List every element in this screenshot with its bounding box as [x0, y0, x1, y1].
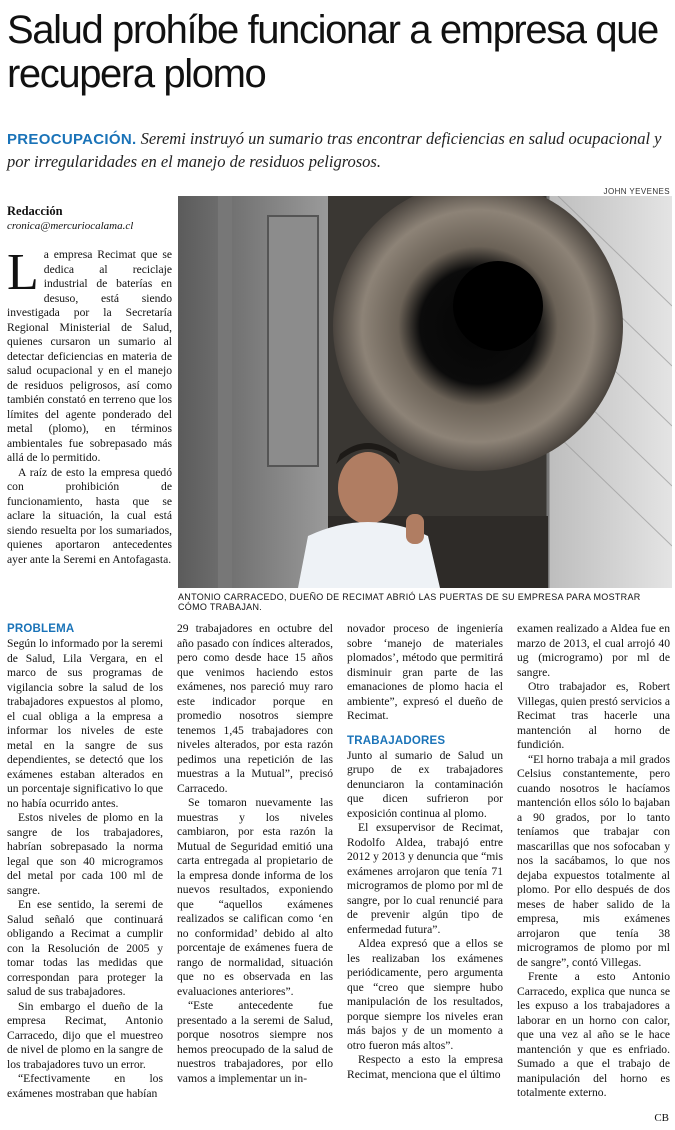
column-4 [517, 622, 670, 1101]
intro-column [7, 244, 172, 567]
paragraph: “Este antecedente fue presentado a la seremi de Salud, porque nosotros siempre nos hemos preocupado de la salud de nuestros trabajadores, por ello vamos a implementar un in- [177, 999, 333, 1085]
article-photo [178, 196, 672, 588]
subhead-trabajadores: TRABAJADORES [347, 734, 446, 747]
byline-name: Redacción [7, 204, 63, 218]
paragraph: examen realizado a Aldea fue en marzo de 2013, el cual arrojó 40 ug (microgramo) por ml de sangre. [517, 622, 670, 679]
paragraph: 29 trabajadores en octubre del año pasado con índices alterados, pero como desde hace 15 años que venimos haciendo estos exámenes, nos pareció muy raro este indicador porque en promedio nosotros siempre tenemos 1,45 trabajadores con niveles alterados, por esta razón pedimos una repetición de las muestras a la Mutual”, precisó Carracedo. [177, 622, 333, 795]
paragraph: Aldea expresó que a ellos se les realizaban los exámenes periódicamente, pero argumenta que “creo que siempre hubo manipulación de los resultados, porque siempre los niveles eran más bajos y de un momento a otro fueron más altos”. [347, 937, 503, 1052]
photo-credit: JOHN YEVENES [603, 187, 670, 196]
paragraph: Sin embargo el dueño de la empresa Recimat, Antonio Carracedo, dijo que el muestreo de nivel de plomo en la sangre de los trabajadores tuvo un error. [7, 999, 163, 1071]
lead-paragraph [7, 128, 669, 173]
paragraph: Junto al sumario de Salud un grupo de ex trabajadores denunciaron la contaminación que dicen sufrieron por exposición continua al plomo. [347, 748, 503, 820]
paragraph: Frente a esto Antonio Carracedo, explica que nunca se les expuso a los trabajadores a laborar en un horno con calor, que una vez al año se le hace mantención y que es enfriado. Sumado a que el trabajo de manipulación del horno es totalmente externo. [517, 970, 670, 1099]
paragraph: Respecto a esto la empresa Recimat, menciona que el último [347, 1053, 503, 1081]
photo-caption: ANTONIO CARRACEDO, DUEÑO DE RECIMAT ABRIÓ LAS PUERTAS DE SU EMPRESA PARA MOSTRAR CÓMO TRABAJAN. [178, 592, 641, 612]
factory-photo-illustration [178, 196, 672, 588]
headline: Salud prohíbe funcionar a empresa que recupera plomo [7, 8, 658, 96]
drop-cap: L [7, 244, 39, 301]
column-3 [347, 622, 503, 1082]
byline [7, 203, 172, 234]
paragraph: Se tomaron nuevamente las muestras y los niveles cambiaron, por esta razón la Mutual de Seguridad emitió una carta entregada al propietario de la empresa donde informa de los nuevos resultados, exponiendo que “aquellos exámenes realizados se califican como ‘en no conformidad’ debido al alto porcentaje de exámenes fuera de rango de normalidad, situación que no es observada en las evaluaciones anteriores”. [177, 796, 333, 998]
paragraph: a empresa Recimat que se dedica al reciclaje industrial de baterías en desuso, está siendo investigada por la Secretaría Regional Ministerial de Salud, quienes cursaron un sumario al detectar deficiencias en materia de salud ocupacional y en el manejo de residuos peligrosos, así como también constató en terreno que los límites del agente ponderado del metal (plomo), en términos ambientales fue sobrepasado más allá de lo permitido. [7, 248, 172, 464]
lead-kicker: PREOCUPACIÓN. [7, 131, 137, 148]
paragraph: Otro trabajador es, Robert Villegas, quien prestó servicios a Recimat tras hacerle una mantención al horno de fundición. [517, 680, 670, 751]
paragraph: “El horno trabaja a mil grados Celsius constantemente, pero cuando nosotros le hacíamos mantención ellos sólo lo bajaban a 90 grados, por lo tanto teníamos que trabajar con mascarillas que nos sofocaban y nos la sacábamos, lo que nos dejaba expuestos totalmente al plomo. Por ello después de dos meses de haber salido de la empresa, mis exámenes arrojaron que tenía 38 microgramos de plomo por ml de sangre”, contó Villegas. [517, 752, 670, 969]
paragraph: A raíz de esto la empresa quedó con prohibición de funcionamiento, hasta que se aclare la situación, la cual está siendo resuelta por los sumariados, quienes aportaron antecedentes ayer ante la Seremi en Antofagasta. [7, 465, 172, 566]
paragraph: novador proceso de ingeniería sobre ‘manejo de materiales plomados’, método que permitirá disminuir gran parte de las emanaciones de plomo hacia el ambiente”, expresó el dueño de Recimat. [347, 622, 503, 722]
lead-text: Seremi instruyó un sumario tras encontrar deficiencias en salud ocupacional y por irregularidades en el manejo de residuos peligrosos. [7, 129, 662, 171]
paragraph: “Efectivamente en los exámenes mostraban que habían [7, 1072, 163, 1100]
end-mark-icon: CB [654, 1112, 669, 1124]
subhead-problema: PROBLEMA [7, 623, 75, 635]
paragraph: El exsupervisor de Recimat, Rodolfo Aldea, trabajó entre 2012 y 2013 y denuncia que “mis exámenes arrojaron que tenía 71 microgramos de plomo por ml de sangre, por lo cual renuncié para de prevenir algún tipo de enfermedad futura”. [347, 821, 503, 936]
column-1 [7, 622, 163, 1101]
byline-email[interactable]: cronica@mercuriocalama.cl [7, 220, 134, 232]
paragraph: Estos niveles de plomo en la sangre de los trabajadores, habrían sobrepasado la norma legal que son 40 microgramos del metal por cada 100 ml de sangre. [7, 811, 163, 897]
column-2 [177, 622, 333, 1086]
paragraph: En ese sentido, la seremi de Salud señaló que continuará obligando a Recimat a cumplir con la Resolución de 2005 y tomar todas las medidas que correspondan para proteger la salud de sus trabajadores. [7, 898, 163, 998]
paragraph: Según lo informado por la seremi de Salud, Lila Vergara, en el marco de sus programas de vigilancia sobre la salud de los trabajadores expuestos al plomo, el cual obliga a la empresa a informar los niveles de este metal en la sangre de sus dependientes, se detectó que los exámenes estaban alterados en un porcentaje significativo lo que no había ocurrido antes. [7, 637, 163, 810]
